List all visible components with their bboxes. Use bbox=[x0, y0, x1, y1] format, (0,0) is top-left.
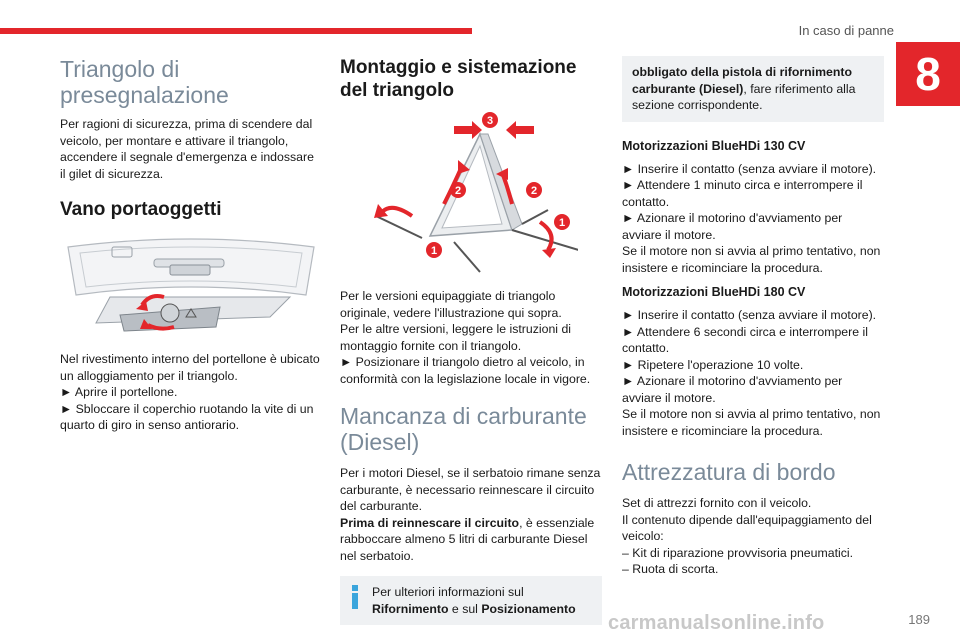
svg-text:2: 2 bbox=[454, 185, 462, 197]
fuel-text-2: Prima di reinnescare il circuito, è essenziale rabboccare almeno 5 litri di carburante Diesel nel serbatoio. bbox=[340, 515, 595, 563]
engine-130-title: Motorizzazioni BlueHDi 130 CV bbox=[622, 138, 806, 153]
info-text: Per ulteriori informazioni sul Rifornimento e sul Posizionamento bbox=[372, 585, 576, 616]
engine-130-note: Se il motore non si avvia al primo tentativo, non insistere e ricominciare la procedura. bbox=[622, 244, 881, 275]
tools-text-1: Set di attrezzi fornito con il veicolo. bbox=[622, 496, 812, 510]
tailgate-storage-illustration bbox=[60, 235, 322, 335]
svg-text:2: 2 bbox=[530, 185, 538, 197]
engine-130-step-2: ► Attendere 1 minuto circa e interrompere il contatto. bbox=[622, 178, 863, 209]
engine-180-note: Se il motore non si avvia al primo tentativo, non insistere e ricominciare la procedura. bbox=[622, 407, 881, 438]
storage-text: Nel rivestimento interno del portellone è ubicato un alloggiamento per il triangolo. bbox=[60, 352, 320, 383]
info-box-continued bbox=[622, 56, 884, 122]
warning-triangle-text: Per ragioni di sicurezza, prima di scendere dal veicolo, per montare e attivare il triangolo, accendere il segnale d'emergenza e indossare il gilet di sicurezza. bbox=[60, 117, 314, 181]
storage-step-2: ► Sbloccare il coperchio ruotando la vite di un quarto di giro in senso antiorario. bbox=[60, 401, 314, 432]
warning-triangle-title: Triangolo di presegnalazione bbox=[60, 56, 229, 108]
storage-title: Vano portaoggetti bbox=[60, 199, 222, 220]
svg-text:1: 1 bbox=[430, 245, 438, 257]
tools-title: Attrezzatura di bordo bbox=[622, 459, 836, 485]
tools-text-2: Il contenuto dipende dall'equipaggiamento del veicolo: bbox=[622, 512, 872, 543]
callout-2-right bbox=[526, 182, 542, 198]
tools-item-1: – Kit di riparazione provvisoria pneumatici. bbox=[622, 545, 854, 560]
callout-1-left bbox=[426, 242, 442, 258]
callout-3 bbox=[482, 112, 498, 128]
assembly-text-1: Per le versioni equipaggiate di triangolo originale, vedere l'illustrazione qui sopra. bbox=[340, 289, 562, 320]
info-cont-text: obbligato della pistola di rifornimento carburante (Diesel), fare riferimento alla sezione corrispondente. bbox=[632, 65, 856, 112]
engine-130-step-1: ► Inserire il contatto (senza avviare il motore). bbox=[622, 161, 877, 176]
callout-1-right bbox=[554, 214, 570, 230]
fuel-bold: Prima di reinnescare il circuito bbox=[340, 515, 520, 530]
callout-2-left bbox=[450, 182, 466, 198]
section-header: In caso di panne bbox=[798, 23, 894, 38]
page-number: 189 bbox=[908, 612, 930, 627]
assembly-title: Montaggio e sistemazione del triangolo bbox=[340, 57, 577, 101]
fuel-text: Per i motori Diesel, se il serbatoio rimane senza carburante, è necessario reinnescare il circuito del carburante. bbox=[340, 466, 601, 513]
engine-180-step-1: ► Inserire il contatto (senza avviare il motore). bbox=[622, 308, 877, 322]
triangle-assembly-illustration bbox=[362, 112, 578, 280]
watermark: carmanualsonline.info bbox=[608, 612, 825, 634]
assembly-text-2: Per le altre versioni, leggere le istruzioni di montaggio fornite con il triangolo. bbox=[340, 322, 572, 353]
svg-text:1: 1 bbox=[558, 217, 566, 229]
storage-step-1: ► Aprire il portellone. bbox=[60, 385, 178, 399]
engine-180-step-3: ► Ripetere l'operazione 10 volte. bbox=[622, 357, 804, 372]
info-box-refuel bbox=[340, 576, 602, 625]
svg-text:3: 3 bbox=[486, 115, 494, 127]
column-2 bbox=[340, 56, 602, 625]
header-accent-bar bbox=[0, 28, 472, 34]
info-icon bbox=[350, 585, 360, 609]
column-3 bbox=[622, 56, 884, 578]
chapter-badge: 8 bbox=[896, 42, 960, 106]
engine-180-title: Motorizzazioni BlueHDi 180 CV bbox=[622, 285, 806, 299]
tools-item-2: – Ruota di scorta. bbox=[622, 562, 719, 576]
fuel-title: Mancanza di carburante (Diesel) bbox=[340, 403, 587, 455]
engine-180-step-2: ► Attendere 6 secondi circa e interrompere il contatto. bbox=[622, 324, 868, 355]
assembly-step: ► Posizionare il triangolo dietro al veicolo, in conformità con la legislazione locale in vigore. bbox=[340, 355, 591, 386]
engine-180-step-4: ► Azionare il motorino d'avviamento per avviare il motore. bbox=[622, 374, 843, 405]
engine-130-step-3: ► Azionare il motorino d'avviamento per avviare il motore. bbox=[622, 211, 843, 242]
column-1 bbox=[60, 56, 322, 434]
